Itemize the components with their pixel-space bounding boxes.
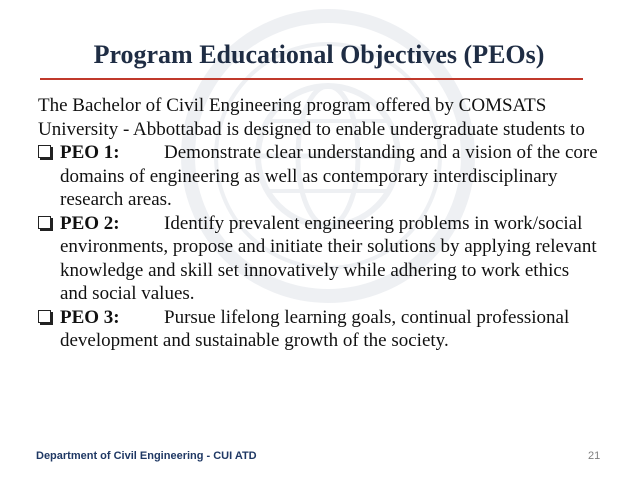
footer-department: Department of Civil Engineering - CUI ATD	[36, 450, 257, 462]
checkbox-bullet-icon	[38, 310, 51, 323]
peo-text: Identify prevalent engineering problems in work/social environments, propose and initiate their solutions by applying relevant knowledge and skill set innovatively while adhering to work ethics and social values.	[60, 212, 597, 304]
checkbox-bullet-icon	[38, 216, 51, 229]
slide-title: Program Educational Objectives (PEOs)	[93, 40, 545, 69]
peo-label: PEO 3:	[60, 306, 120, 328]
peo-text: Demonstrate clear understanding and a vision of the core domains of engineering as well as contemporary interdisciplinary research areas.	[60, 142, 598, 210]
slide-body	[38, 94, 598, 353]
peo-text: Pursue lifelong learning goals, continual professional development and sustainable growth of the society.	[60, 306, 570, 351]
peo-item-3	[38, 306, 598, 353]
peo-label: PEO 2:	[60, 212, 120, 234]
title-underline	[40, 78, 583, 80]
peo-item-1	[38, 141, 598, 212]
page-number: 21	[588, 450, 601, 462]
peo-label: PEO 1:	[60, 142, 120, 163]
checkbox-bullet-icon	[38, 145, 51, 158]
peo-item-2	[38, 212, 598, 306]
intro-paragraph: The Bachelor of Civil Engineering program offered by COMSATS University - Abbottabad is designed to enable undergraduate students to	[38, 95, 585, 140]
